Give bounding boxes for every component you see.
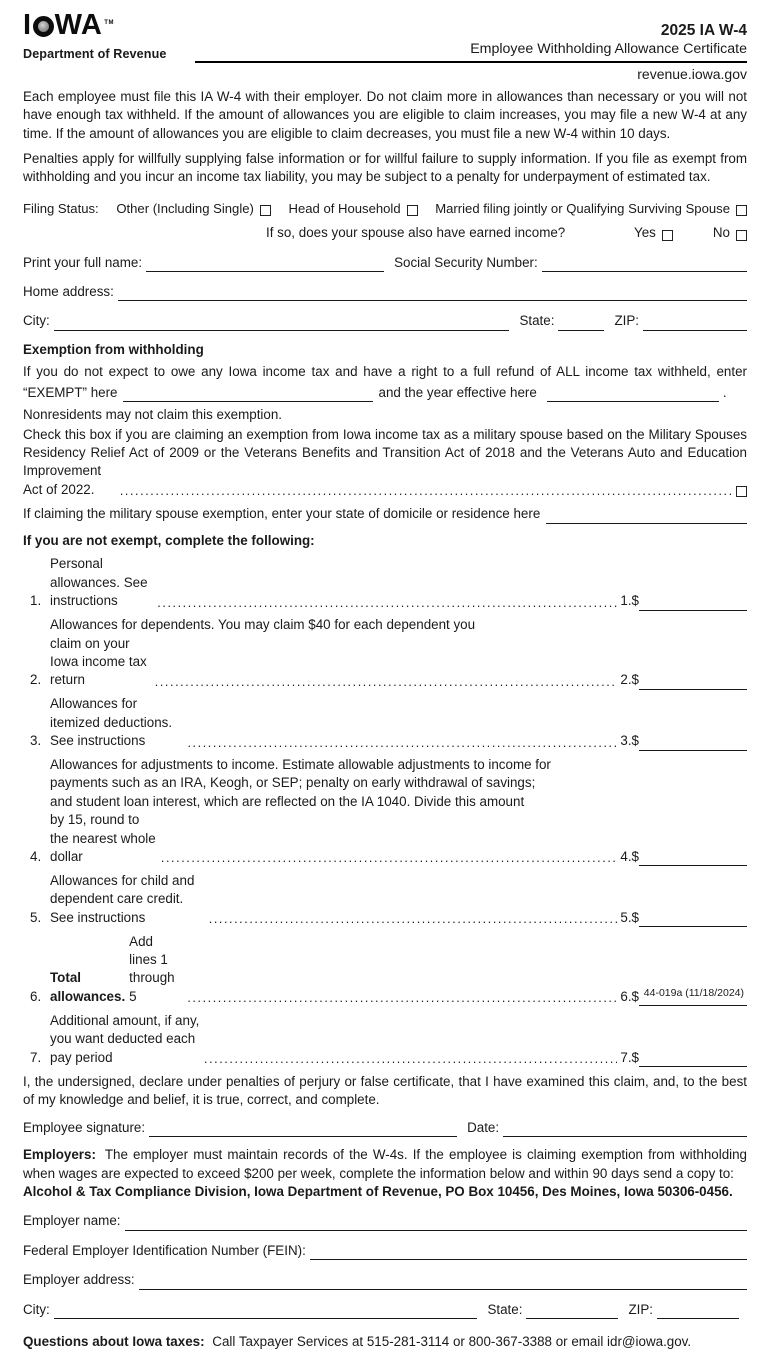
- dotted-leader: [187, 989, 617, 1006]
- item-3-amount-label: 3.$: [620, 733, 639, 749]
- domicile-row: [23, 505, 747, 523]
- year-effective-label: and the year effective here: [378, 384, 537, 400]
- item-7-amount-input-line[interactable]: [639, 1052, 747, 1067]
- item-1-amount-label: 1.$: [620, 593, 639, 609]
- employer-name-label: Employer name:: [23, 1213, 121, 1229]
- questions-text: Call Taxpayer Services at 515-281-3114 or 800-367-3388 or email idr@iowa.gov.: [212, 1334, 692, 1350]
- item-6-number: 6.: [30, 988, 42, 1004]
- form-number: 2025 IA W-4: [660, 22, 747, 40]
- employer-address-row: [23, 1271, 747, 1289]
- fein-label: Federal Employer Identification Number (FEIN):: [23, 1242, 306, 1258]
- filing-status-option-other: [116, 200, 271, 218]
- item-2-text-line-2: claim on your Iowa income tax return: [50, 635, 147, 688]
- item-4-text-line-4: by 15, round to the nearest whole dollar: [50, 812, 156, 865]
- employer-city-input-line[interactable]: [54, 1304, 478, 1319]
- date-input-line[interactable]: [503, 1122, 747, 1137]
- item-1-amount-input-line[interactable]: [639, 596, 747, 611]
- item-7-text: Additional amount, if any, you want deducted each pay period: [50, 1012, 200, 1065]
- employers-paragraph: [23, 1146, 747, 1183]
- filing-status-label: Filing Status:: [23, 200, 99, 216]
- city-label: City:: [23, 313, 50, 329]
- filing-status-option-married: [435, 200, 747, 218]
- item-2-amount-label: 2.$: [620, 672, 639, 688]
- filing-status-other-checkbox[interactable]: [260, 205, 271, 216]
- spouse-income-question: If so, does your spouse also have earned income?: [266, 225, 566, 241]
- employer-address-label: Employer address:: [23, 1272, 135, 1288]
- item-5-amount-input-line[interactable]: [639, 912, 747, 927]
- zip-input-line[interactable]: [643, 316, 747, 331]
- item-4-number: 4.: [30, 849, 42, 865]
- filing-status-hoh-checkbox[interactable]: [407, 205, 418, 216]
- employer-state-label: State:: [487, 1301, 523, 1317]
- dotted-leader: [209, 910, 618, 927]
- item-4-text-line-2: payments such as an IRA, Keogh, or SEP; penalty on early withdrawal of savings;: [50, 775, 536, 791]
- ssn-input-line[interactable]: [542, 257, 747, 272]
- trademark-symbol: TM: [104, 20, 114, 26]
- item-1-number: 1.: [30, 593, 42, 609]
- not-exempt-heading: If you are not exempt, complete the following:: [23, 532, 315, 548]
- item-3-text: Allowances for itemized deductions. See instructions: [50, 696, 173, 749]
- item-4-amount-input-line[interactable]: [639, 851, 747, 866]
- item-7-number: 7.: [30, 1049, 42, 1065]
- item-5-text: Allowances for child and dependent care credit. See instructions: [50, 872, 195, 925]
- iowa-logo-letters-wa: WA: [54, 9, 103, 41]
- item-2-amount-input-line[interactable]: [639, 675, 747, 690]
- employee-signature-input-line[interactable]: [149, 1122, 457, 1137]
- employer-city-state-zip-row: [23, 1301, 747, 1319]
- exemption-heading: Exemption from withholding: [23, 341, 204, 357]
- domicile-label: If claiming the military spouse exemption, enter your state of domicile or residence here: [23, 506, 541, 522]
- allowance-item-3: [23, 695, 747, 750]
- military-spouse-exemption-checkbox[interactable]: [736, 486, 747, 497]
- compliance-division-address: Alcohol & Tax Compliance Division, Iowa Department of Revenue, PO Box 10456, Des Moines, Iowa 50306-0456.: [23, 1184, 733, 1200]
- dotted-leader: [187, 734, 617, 751]
- home-address-label: Home address:: [23, 284, 114, 300]
- state-input-line[interactable]: [558, 316, 604, 331]
- allowance-item-6: [23, 933, 747, 1007]
- filing-status-row: [23, 200, 747, 218]
- allowance-item-4: [23, 756, 747, 866]
- full-name-label: Print your full name:: [23, 254, 143, 270]
- date-label: Date:: [467, 1119, 500, 1135]
- exempt-input-line[interactable]: [123, 387, 373, 402]
- item-3-number: 3.: [30, 733, 42, 749]
- allowance-item-2: [23, 616, 747, 690]
- yes-label: Yes: [634, 225, 656, 241]
- revenue-website: revenue.iowa.gov: [637, 66, 747, 83]
- spouse-income-no-checkbox[interactable]: [736, 230, 747, 241]
- item-3-amount-input-line[interactable]: [639, 736, 747, 751]
- employer-zip-label: ZIP:: [628, 1301, 653, 1317]
- military-spouse-line-1: Check this box if you are claiming an exemption from Iowa income tax as a military spouse based on the Military Spouses: [23, 426, 747, 442]
- allowance-items: [23, 555, 747, 1067]
- fein-row: [23, 1242, 747, 1260]
- intro-paragraph-2: Penalties apply for willfully supplying false information or for willful failure to supply information. If you file as exempt from withholding and you incur an income tax liability, you may be subject to a penalty for underpayment of estimated tax.: [23, 151, 747, 185]
- iowa-logo-wordmark: [23, 8, 195, 42]
- item-1-text: Personal allowances. See instructions: [50, 556, 148, 609]
- dotted-leader: [120, 482, 731, 499]
- military-spouse-line-3-text: Improvement Act of 2022.: [23, 463, 102, 497]
- iowa-logo-o-emblem-icon: [33, 16, 54, 37]
- dotted-leader: [155, 673, 618, 690]
- zip-label: ZIP:: [614, 313, 639, 329]
- filing-status-other-label: Other (Including Single): [116, 200, 254, 216]
- filing-status-married-label: Married filing jointly or Qualifying Surviving Spouse: [435, 200, 730, 216]
- ssn-label: Social Security Number:: [394, 254, 538, 270]
- item-2-text-line-1: Allowances for dependents. You may claim $40 for each dependent you: [50, 617, 476, 633]
- item-5-number: 5.: [30, 909, 42, 925]
- state-label: State:: [519, 313, 555, 329]
- iowa-logo-letter-i: I: [23, 9, 32, 41]
- form-header: [23, 8, 747, 63]
- nonresidents-note: Nonresidents may not claim this exemption.: [23, 407, 282, 423]
- allowance-item-7: [23, 1012, 747, 1067]
- home-address-input-line[interactable]: [118, 286, 747, 301]
- questions-line: [23, 1333, 747, 1351]
- home-address-row: [23, 283, 747, 301]
- item-6-amount-label: 6.$: [620, 988, 639, 1004]
- exempt-entry-row: [23, 384, 747, 402]
- item-4-amount-label: 4.$: [620, 849, 639, 865]
- domicile-input-line[interactable]: [546, 509, 747, 524]
- department-label: Department of Revenue: [23, 47, 167, 61]
- employer-zip-input-line[interactable]: [657, 1304, 739, 1319]
- intro-paragraph-1: Each employee must file this IA W-4 with their employer. Do not claim more in allowances than necessary or you will not have enough tax withheld. If the amount of allowances you are eligible to claim increases, you may file a new W-4 at any time. If the amount of allowances you are eligible to claim decreases, you must file a new W-4 within 10 days.: [23, 88, 747, 141]
- item-2-number: 2.: [30, 672, 42, 688]
- employer-state-input-line[interactable]: [526, 1304, 618, 1319]
- city-input-line[interactable]: [54, 316, 510, 331]
- employee-signature-label: Employee signature:: [23, 1119, 146, 1135]
- allowance-item-1: [23, 555, 747, 610]
- fein-input-line[interactable]: [310, 1245, 747, 1260]
- spouse-income-yes-option: [634, 224, 673, 242]
- filing-status-hoh-label: Head of Household: [288, 200, 401, 216]
- form-title: Employee Withholding Allowance Certificate: [470, 41, 747, 58]
- city-state-zip-row: [23, 312, 747, 330]
- signature-row: [23, 1119, 747, 1137]
- employer-address-input-line[interactable]: [139, 1275, 747, 1290]
- name-ssn-row: [23, 254, 747, 272]
- military-spouse-line-2: Residency Relief Act of 2009 or the Veterans Benefits and Transition Act of 2018 and the Veterans Auto and Education: [23, 444, 747, 460]
- employer-city-label: City:: [23, 1301, 50, 1317]
- allowance-item-5: [23, 872, 747, 927]
- form-title-block: [195, 21, 747, 63]
- military-spouse-line-3: [23, 462, 747, 499]
- dotted-leader: [157, 594, 617, 611]
- item-4-text-line-3: and student loan interest, which are reflected on the IA 1040. Divide this amount: [50, 793, 525, 809]
- dotted-leader: [204, 1050, 617, 1067]
- year-effective-input-line[interactable]: [547, 387, 719, 402]
- employer-name-row: [23, 1212, 747, 1230]
- item-4-text-line-1: Allowances for adjustments to income. Estimate allowable adjustments to income for: [50, 757, 551, 772]
- spouse-income-row: [23, 224, 747, 242]
- questions-bold-label: Questions about Iowa taxes:: [23, 1334, 205, 1350]
- item-6-text: Add lines 1 through 5: [129, 933, 175, 1004]
- declaration-text: I, the undersigned, declare under penalties of perjury or false certificate, that I have examined this claim, and, to the best of my knowledge and belief, it is true, correct, and complete.: [23, 1074, 747, 1108]
- item-6-bold-text: Total allowances.: [50, 970, 126, 1004]
- filing-status-option-head-of-household: [289, 200, 418, 218]
- employer-name-input-line[interactable]: [125, 1216, 748, 1231]
- no-label: No: [712, 225, 730, 241]
- filing-status-married-checkbox[interactable]: [736, 205, 747, 216]
- form-revision-number: 44-019a (11/18/2024): [643, 986, 744, 999]
- dotted-leader: [161, 849, 617, 866]
- sentence-period: .: [722, 384, 727, 400]
- exempt-here-label: “EXEMPT” here: [23, 384, 118, 400]
- spouse-income-yes-checkbox[interactable]: [662, 230, 673, 241]
- employers-text: The employer must maintain records of the W-4s. If the employee is claiming exemption from withholding when wages are expected to exceed $200 per week, complete the information below and within 90 days send a copy to:: [23, 1147, 748, 1181]
- iowa-logo: [23, 8, 195, 63]
- employers-bold-label: Employers:: [23, 1147, 96, 1163]
- spouse-income-no-option: [713, 224, 747, 242]
- full-name-input-line[interactable]: [146, 257, 384, 272]
- exemption-intro-line: If you do not expect to owe any Iowa income tax and have a right to a full refund of ALL income tax withheld, enter: [23, 364, 747, 380]
- item-7-amount-label: 7.$: [620, 1049, 639, 1065]
- item-5-amount-label: 5.$: [620, 909, 639, 925]
